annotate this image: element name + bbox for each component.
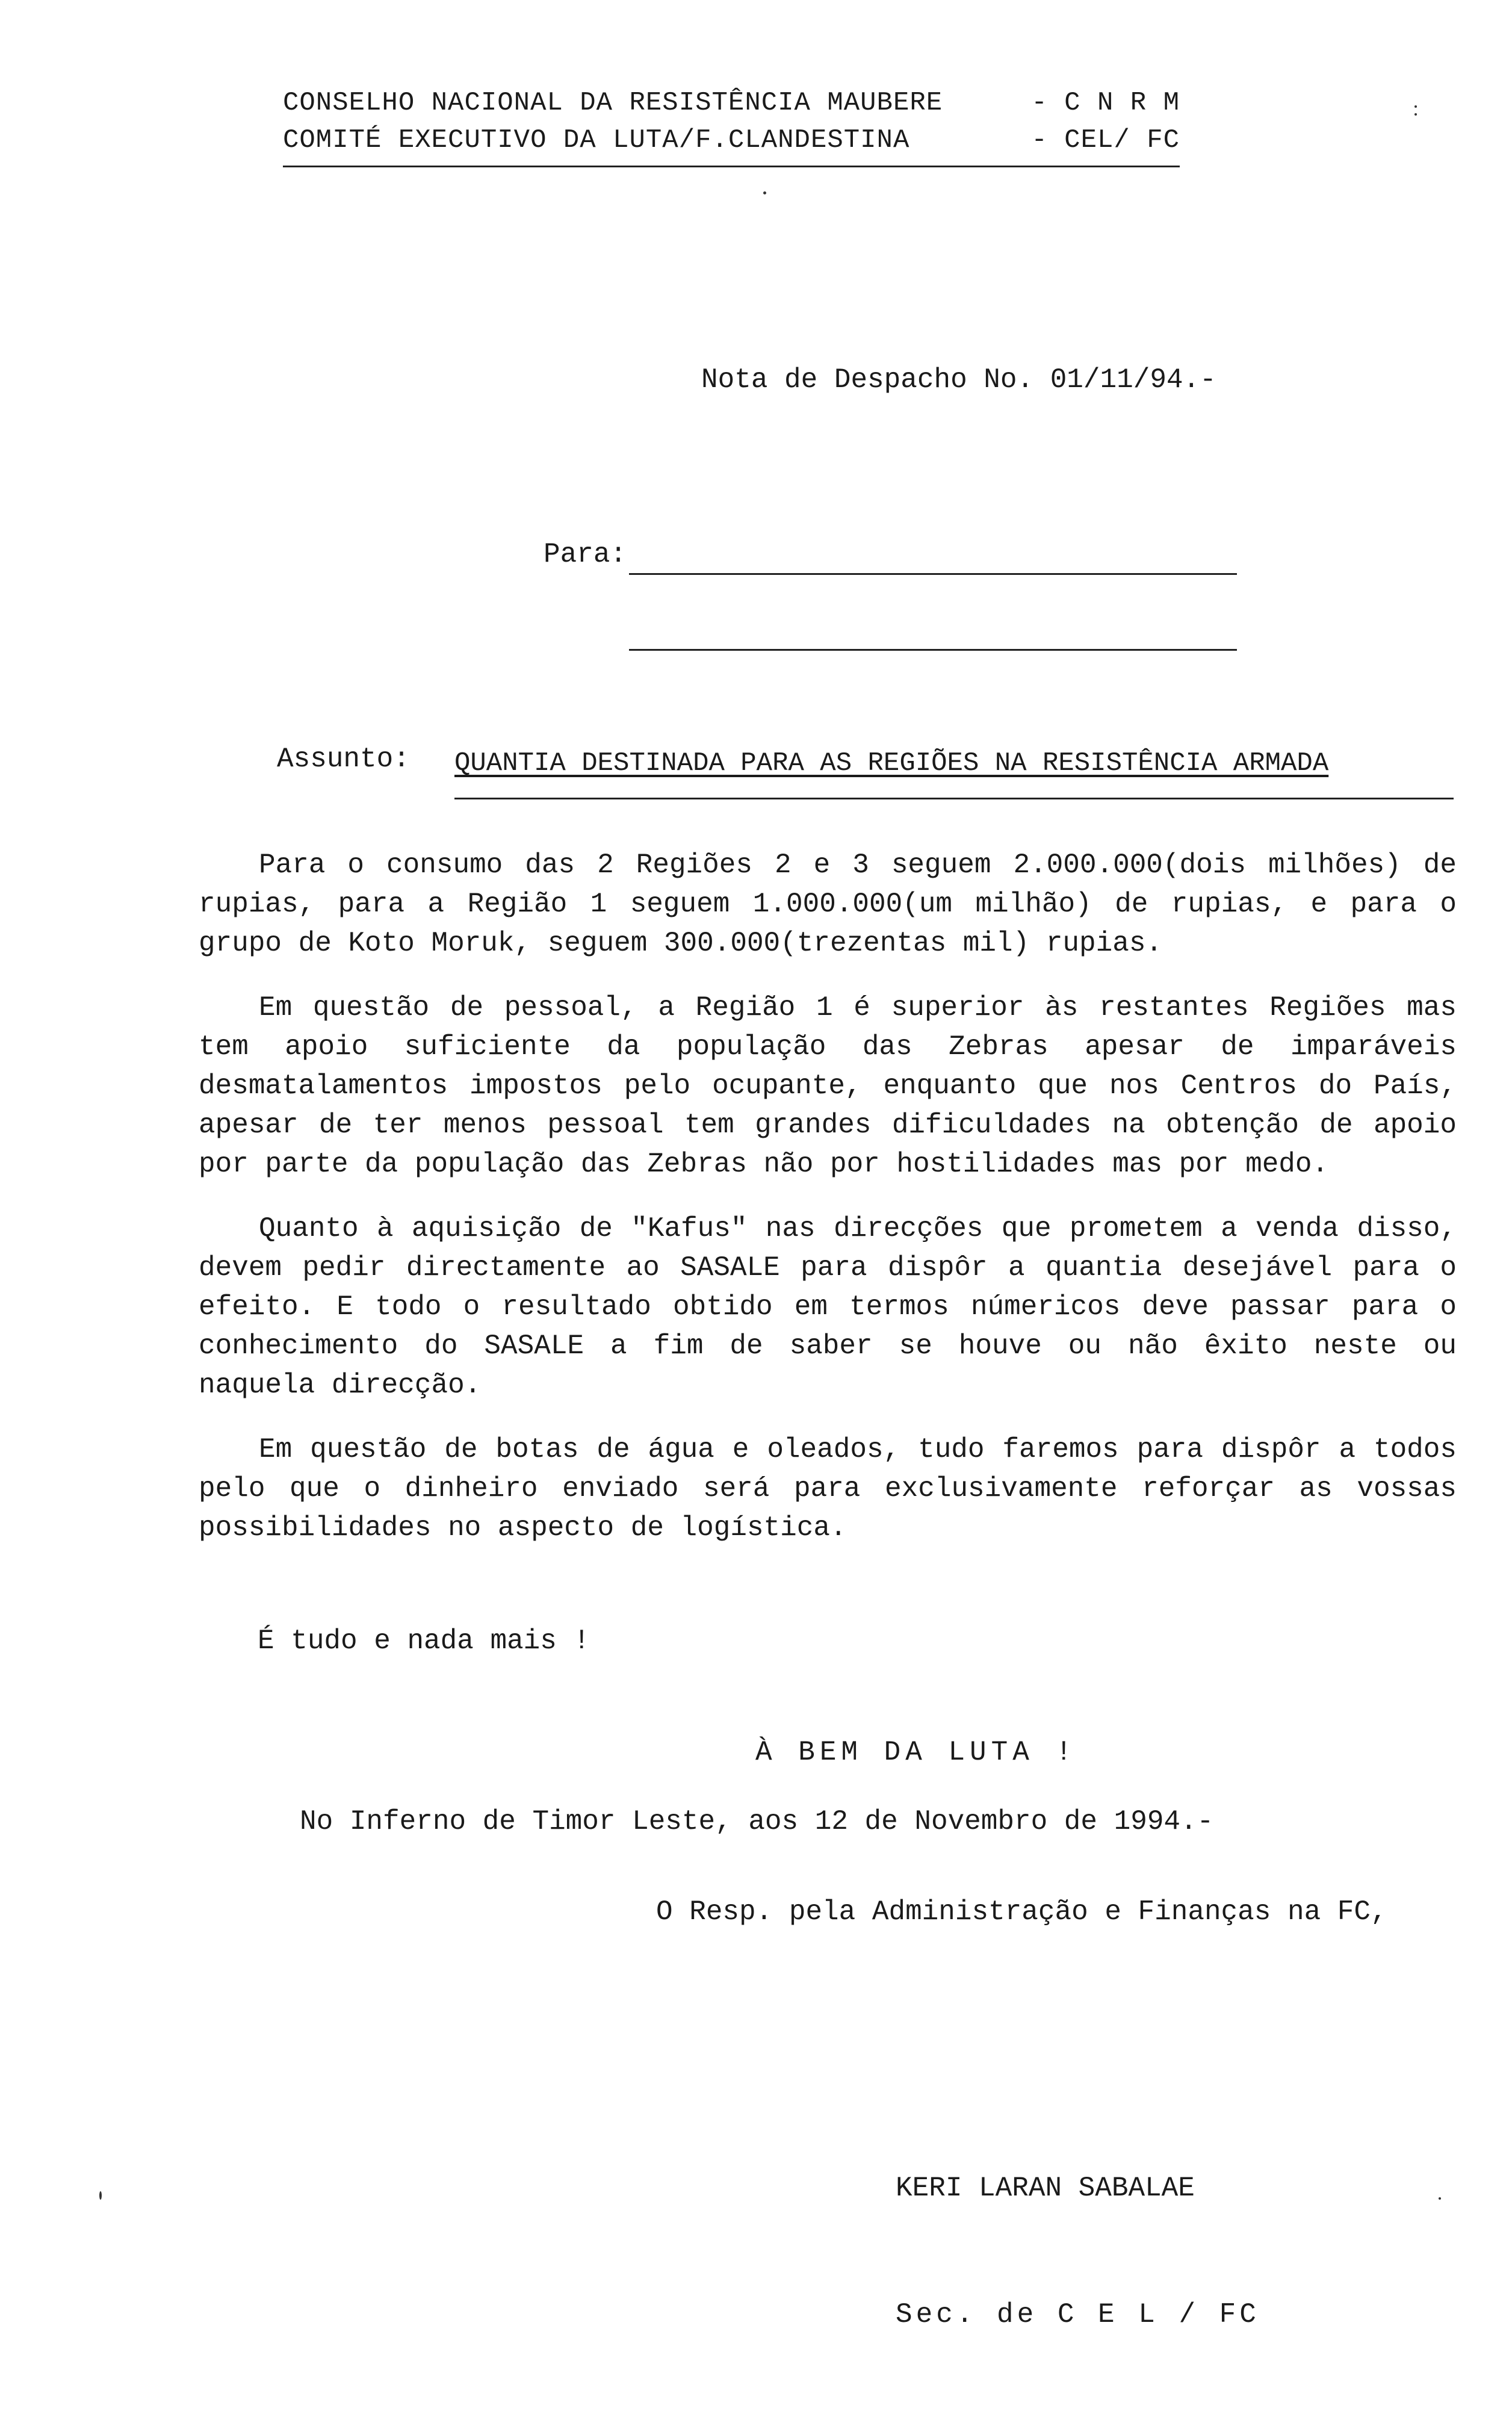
signer-role: Sec. de C E L / FC xyxy=(896,2299,1260,2330)
subject-text: QUANTIA DESTINADA PARA AS REGIÕES NA RESISTÊNCIA ARMADA xyxy=(454,748,1329,778)
subject-label: Assunto: xyxy=(277,743,410,775)
body-paragraph: Em questão de botas de água e oleados, tudo faremos para dispôr a todos pelo que o dinheiro enviado será para exclusivamente reforçar as vossas possibilidades no aspecto de logística. xyxy=(199,1434,1457,1544)
scan-speck xyxy=(99,2191,102,2200)
letterhead-line-1 xyxy=(283,84,1180,122)
recipient-blank-line-1 xyxy=(629,573,1237,575)
recipient-label: Para: xyxy=(544,539,627,570)
body-paragraph: Em questão de pessoal, a Região 1 é superior às restantes Regiões mas tem apoio suficiente da população das Zebras apesar de imparáveis desmatalamentos impostos pelo ocupante, enquanto que nos Centros do País, apesar de ter menos pessoal tem grandes dificuldades na obtenção de apoio por parte da população das Zebras não por hostilidades mas por medo. xyxy=(199,992,1457,1180)
body-paragraph: Para o consumo das 2 Regiões 2 e 3 seguem 2.000.000(dois milhões) de rupias, para a Região 1 seguem 1.000.000(um milhão) de rupias, e para o grupo de Koto Moruk, seguem 300.000(trezentas mil) rupias. xyxy=(199,849,1457,959)
body-paragraph: Quanto à aquisição de "Kafus" nas direcções que prometem a venda disso, devem pedir directamente ao SASALE para dispôr a quantia desejável para o efeito. E todo o resultado obtido em termos númericos deve passar para o conhecimento do SASALE a fim de saber se houve ou não êxito neste ou naquela direcção. xyxy=(199,1213,1457,1401)
letterhead xyxy=(283,84,1180,159)
organization-acronym: - C N R M xyxy=(1031,88,1180,118)
letterhead-underline xyxy=(283,166,1180,167)
subject-rule xyxy=(454,798,1454,799)
closing-line: É tudo e nada mais ! xyxy=(258,1625,590,1657)
scan-speck xyxy=(1414,105,1417,108)
scan-speck xyxy=(1439,2197,1441,2200)
place-and-date: No Inferno de Timor Leste, aos 12 de Novembro de 1994.- xyxy=(300,1806,1214,1837)
signer-name: KERI LARAN SABALAE xyxy=(896,2173,1195,2204)
organization-name: CONSELHO NACIONAL DA RESISTÊNCIA MAUBERE xyxy=(283,88,943,118)
recipient-blank-line-2 xyxy=(629,649,1237,651)
signature-block xyxy=(896,2083,1260,2420)
committee-acronym: - CEL/ FC xyxy=(1031,125,1180,155)
motto: À BEM DA LUTA ! xyxy=(755,1737,1077,1768)
dispatch-number: Nota de Despacho No. 01/11/94.- xyxy=(701,364,1216,396)
scan-speck xyxy=(763,191,766,194)
responsible-title: O Resp. pela Administração e Finanças na FC, xyxy=(656,1896,1387,1928)
scan-speck xyxy=(1414,113,1417,116)
letter-body xyxy=(199,846,1457,1573)
letterhead-line-2 xyxy=(283,122,1180,159)
committee-name: COMITÉ EXECUTIVO DA LUTA/F.CLANDESTINA xyxy=(283,125,910,155)
